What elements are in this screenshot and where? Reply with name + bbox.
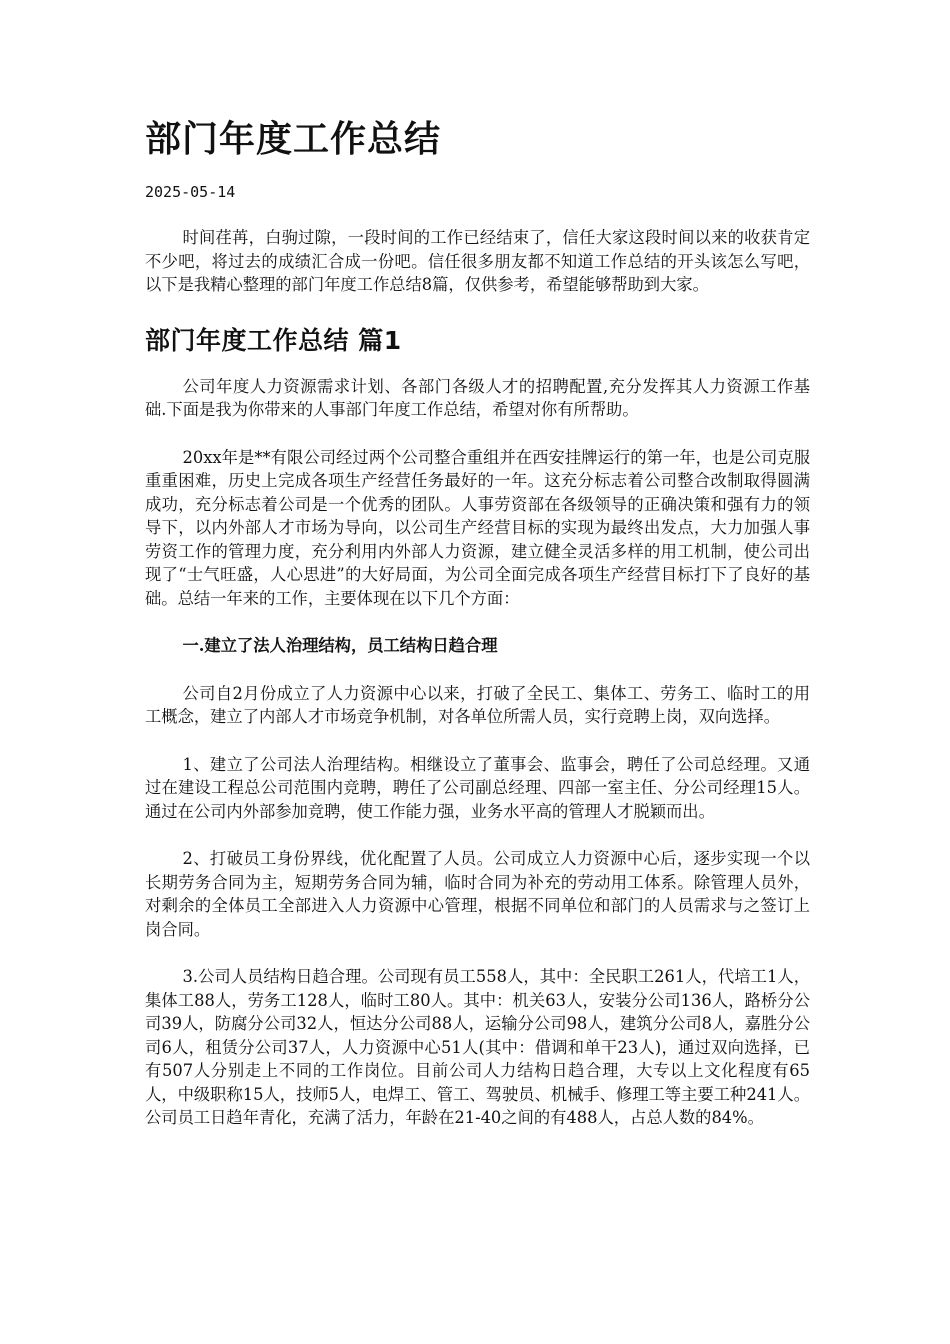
body-paragraph: 3.公司人员结构日趋合理。公司现有员工558人，其中：全民职工261人，代培工1人，集体工88人，劳务工128人，临时工80人。其中：机关63人，安装分公司136人，路桥分公司39人，防腐分公司32人，恒达分公司88人，运输分公司98人，建筑分公司8人，嘉胜分公司6人，租赁分公司37人，人力资源中心51人(其中：借调和单干23人)，通过双向选择，已有507人分别走上不同的工作岗位。目前公司人力结构日趋合理，大专以上文化程度有65人，中级职称15人，技师5人，电焊工、管工、驾驶员、机械手、修理工等主要工种241人。公司员工日趋年青化，充满了活力，年龄在21-40之间的有488人，占总人数的84%。 [145, 967, 810, 1127]
section-overview-paragraph: 20xx年是**有限公司经过两个公司整合重组并在西安挂牌运行的第一年，也是公司克服重重困难，历史上完成各项生产经营任务最好的一年。这充分标志着公司整合改制取得圆满成功，充分标志着公司是一个优秀的团队。人事劳资部在各级领导的正确决策和强有力的领导下，以内外部人才市场为导向，以公司生产经营目标的实现为最终出发点，大力加强人事劳资工作的管理力度，充分利用内外部人力资源，建立健全灵活多样的用工机制，使公司出现了“士气旺盛，人心思进”的大好局面，为公司全面完成各项生产经营目标打下了良好的基础。总结一年来的工作，主要体现在以下几个方面： [145, 447, 810, 608]
section-heading: 部门年度工作总结 篇1 [145, 325, 402, 355]
subsection-heading: 一.建立了法人治理结构，员工结构日趋合理 [182, 636, 498, 655]
document-date: 2025-05-14 [145, 183, 236, 201]
section-summary-paragraph: 公司年度人力资源需求计划、各部门各级人才的招聘配置,充分发挥其人力资源工作基础.下面是我为你带来的人事部门年度工作总结，希望对你有所帮助。 [145, 376, 810, 419]
intro-paragraph: 时间荏苒，白驹过隙，一段时间的工作已经结束了，信任大家这段时间以来的收获肯定不少吧，将过去的成绩汇合成一份吧。信任很多朋友都不知道工作总结的开头该怎么写吧，以下是我精心整理的部门年度工作总结8篇，仅供参考，希望能够帮助到大家。 [145, 228, 810, 294]
document-page [145, 112, 810, 1154]
body-paragraph: 2、打破员工身份界线，优化配置了人员。公司成立人力资源中心后，逐步实现一个以长期劳务合同为主，短期劳务合同为辅，临时合同为补充的劳动用工体系。除管理人员外，对剩余的全体员工全部进入人力资源中心管理，根据不同单位和部门的人员需求与之签订上岗合同。 [145, 849, 810, 939]
document-title: 部门年度工作总结 [145, 119, 442, 160]
body-paragraph: 公司自2月份成立了人力资源中心以来，打破了全民工、集体工、劳务工、临时工的用工概念，建立了内部人才市场竞争机制，对各单位所需人员，实行竞聘上岗，双向选择。 [145, 683, 810, 726]
body-paragraph: 1、建立了公司法人治理结构。相继设立了董事会、监事会，聘任了公司总经理。又通过在建设工程总公司范围内竞聘，聘任了公司副总经理、四部一室主任、分公司经理15人。通过在公司内外部参加竞聘，使工作能力强，业务水平高的管理人才脱颖而出。 [145, 754, 810, 821]
